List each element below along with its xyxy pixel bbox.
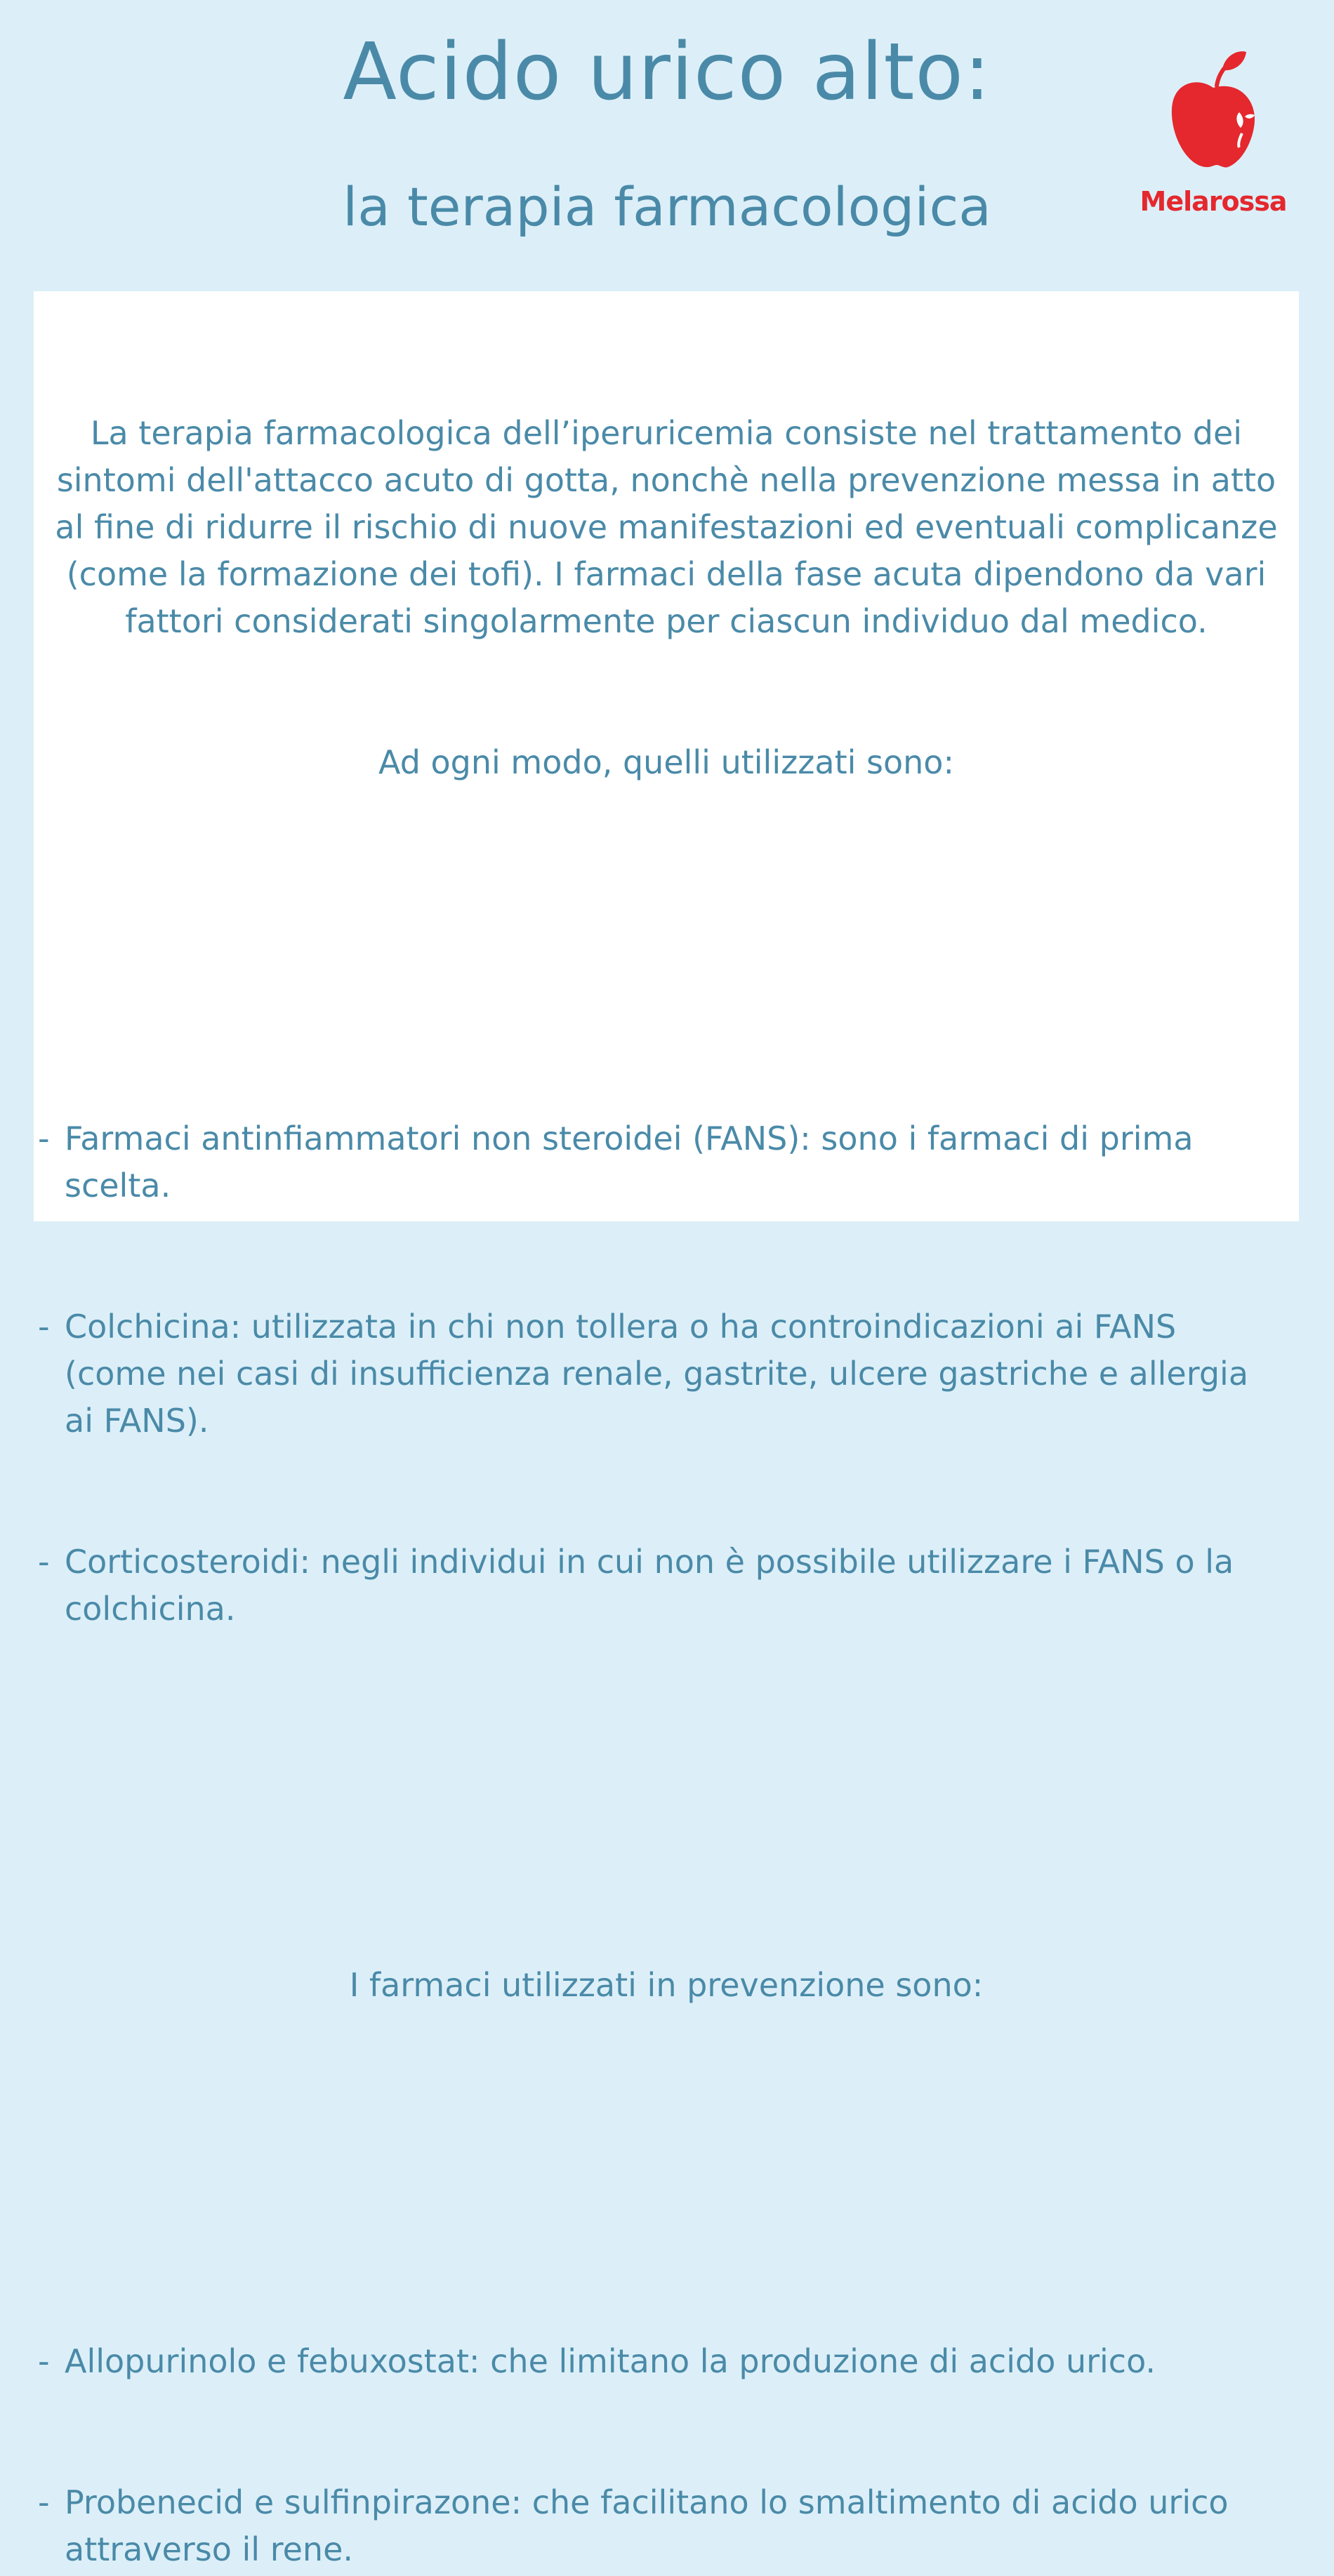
list-item-text: Colchicina: utilizzata in chi non tollera o ha controindicazioni ai FANS (come nei casi di insufficienza renale, gastrite, ulcere gastriche e allergia ai FANS). bbox=[65, 1308, 1259, 1440]
list-item-text: Probenecid e sulfinpirazone: che facilitano lo smaltimento di acido urico attraverso il rene. bbox=[65, 2483, 1239, 2568]
prevention-drug-list bbox=[34, 2244, 1299, 2576]
bullet-dash: - bbox=[38, 1120, 50, 1157]
apple-icon bbox=[1168, 49, 1259, 182]
list-item bbox=[34, 1115, 1299, 1209]
intro-line: Ad ogni modo, quelli utilizzati sono: bbox=[378, 743, 954, 781]
acute-drug-list bbox=[34, 1021, 1299, 1727]
content-body bbox=[34, 316, 1299, 2576]
intro-paragraph: La terapia farmacologica dell’iperuricemia consiste nel trattamento dei sintomi dell'attacco acuto di gotta, nonchè nella prevenzione messa in atto al fine di ridurre il rischio di nuove manifestazioni ed eventuali complicanze (come la formazione dei tofi). I farmaci della fase acuta dipendono da vari fattori considerati singolarmente per ciascun individuo dal medico. bbox=[55, 414, 1288, 640]
spacer bbox=[34, 880, 1299, 927]
prevention-heading: I farmaci utilizzati in prevenzione sono: bbox=[349, 1966, 984, 2004]
melarossa-logo bbox=[1136, 49, 1290, 225]
list-item bbox=[34, 2338, 1299, 2385]
bullet-dash: - bbox=[38, 2483, 50, 2521]
list-item-text: Corticosteroidi: negli individui in cui non è possibile utilizzare i FANS o la colchicina. bbox=[65, 1543, 1244, 1628]
bullet-dash: - bbox=[38, 1308, 50, 1346]
page-subtitle: la terapia farmacologica bbox=[343, 175, 991, 238]
spacer bbox=[34, 1821, 1299, 1868]
bullet-dash: - bbox=[38, 2342, 50, 2380]
list-item bbox=[34, 1303, 1299, 1445]
list-item-text: Allopurinolo e febuxostat: che limitano la produzione di acido urico. bbox=[65, 2342, 1156, 2380]
page-title: Acido urico alto: bbox=[343, 27, 991, 118]
spacer bbox=[34, 2103, 1299, 2150]
list-item bbox=[34, 2479, 1299, 2573]
logo-text: Melarossa bbox=[1140, 186, 1287, 217]
list-item-text: Farmaci antinfiammatori non steroidei (FANS): sono i farmaci di prima scelta. bbox=[65, 1120, 1204, 1204]
list-item bbox=[34, 1539, 1299, 1633]
content-card bbox=[34, 291, 1299, 2568]
bullet-dash: - bbox=[38, 1543, 50, 1581]
